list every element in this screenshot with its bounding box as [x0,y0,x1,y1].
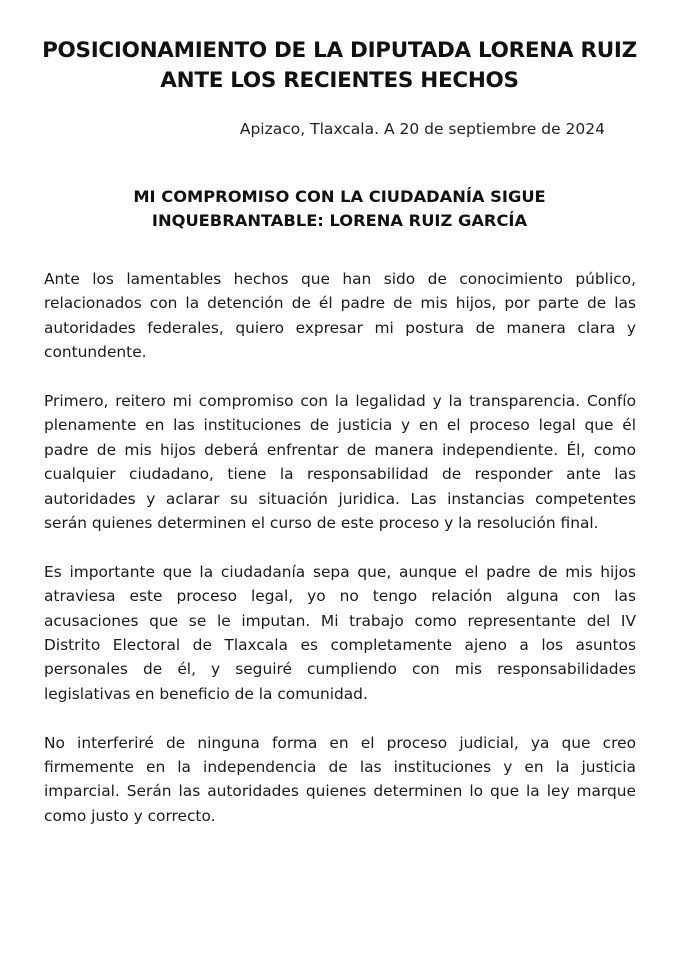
paragraph-3: Es importante que la ciudadanía sepa que, aunque el padre de mis hijos atraviesa este proceso legal, yo no tengo relación alguna con las acusaciones que se le imputan. Mi trabajo como representante del IV Distrito Electoral de Tlaxcala es completamente ajeno a los asuntos personales de él, y seguiré cumpliendo con mis responsabilidades legislativas en beneficio de la comunidad. [44,562,636,703]
paragraph-4: No interferiré de ninguna forma en el proceso judicial, ya que creo firmemente en la independencia de las instituciones y en la justicia imparcial. Serán las autoridades quienes determinen lo que la ley marque como justo y correcto. [44,733,636,825]
document-body [44,267,636,853]
paragraph-2: Primero, reitero mi compromiso con la legalidad y la transparencia. Confío plenamente en las instituciones de justicia y en el proceso legal que él padre de mis hijos deberá enfrentar de manera independiente. Él, como cualquier ciudadano, tiene la responsabilidad de responder ante las autoridades y aclarar su situación juridica. Las instancias competentes serán quienes determinen el curso de este proceso y la resolución final. [44,392,636,533]
dateline: Apizaco, Tlaxcala. A 20 de septiembre de 2024 [239,120,605,138]
paragraph-1: Ante los lamentables hechos que han sido de conocimiento público, relacionados con la detención de él padre de mis hijos, por parte de las autoridades federales, quiero expresar mi postura de manera clara y contundente. [44,270,636,362]
document-subtitle: MI COMPROMISO CON LA CIUDADANÍA SIGUE INQUEBRANTABLE: LORENA RUIZ GARCÍA [133,187,546,230]
document-title: POSICIONAMIENTO DE LA DIPUTADA LORENA RUIZ ANTE LOS RECIENTES HECHOS [42,38,637,93]
